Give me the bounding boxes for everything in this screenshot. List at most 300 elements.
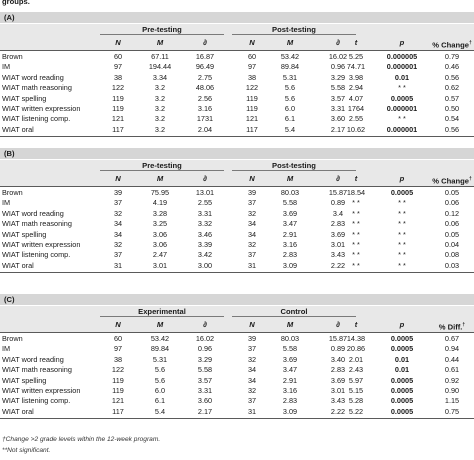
group-left-label: Experimental <box>138 307 186 316</box>
table-cell: 3.57 <box>330 93 346 103</box>
table-row <box>0 240 474 250</box>
table-cell: 97 <box>113 62 123 72</box>
table-cell: 60 <box>247 52 257 61</box>
table-cell: 122 <box>111 365 125 375</box>
group-header-row <box>0 306 474 318</box>
table-cell: 3.01 <box>152 260 168 270</box>
table-cell: 0.06 <box>444 198 460 208</box>
table-cell: 3.69 <box>330 375 346 385</box>
table-cell: 60 <box>113 334 123 343</box>
table-cell: 122 <box>111 83 125 93</box>
column-header-text: N <box>249 174 255 183</box>
row-label: IM <box>2 344 11 354</box>
column-header-text: M <box>286 38 294 47</box>
table-cell: 3.29 <box>197 354 213 364</box>
table-cell: 0.92 <box>444 375 460 385</box>
table-cell: 37 <box>113 198 123 208</box>
table-cell: 31 <box>247 260 257 270</box>
table-cell: 0.79 <box>444 52 460 61</box>
group-right-underline <box>232 34 356 35</box>
table-row <box>0 386 474 396</box>
table-cell: 3.47 <box>282 219 298 229</box>
table-cell: 34 <box>247 365 257 375</box>
column-header-text: p <box>399 38 405 47</box>
table-row <box>0 62 474 72</box>
row-label: WIAT math reasoning <box>2 365 72 375</box>
table-cell: 97 <box>247 62 257 72</box>
table-row <box>0 407 474 417</box>
column-header <box>267 36 313 50</box>
column-header <box>98 318 138 332</box>
column-header-text: N <box>115 38 121 47</box>
table-cell: * * <box>352 240 360 249</box>
table-cell: 2.75 <box>197 72 213 82</box>
table-cell: 3.47 <box>282 365 298 375</box>
column-header <box>232 318 272 332</box>
table-cell: 32 <box>247 240 257 249</box>
table-cell: 0.96 <box>197 344 213 354</box>
table-row <box>0 73 474 83</box>
table-cell: 5.6 <box>284 83 296 93</box>
table-cell: 32 <box>113 208 123 218</box>
column-header <box>98 36 138 50</box>
table-row <box>0 209 474 219</box>
section-label-text: (B) <box>4 149 15 158</box>
table-cell: 3.60 <box>330 114 346 124</box>
table-cell: 97 <box>113 344 123 354</box>
footnote: **Not significant. <box>2 447 51 454</box>
table-cell: 3.31 <box>330 104 346 113</box>
table-cell: 3.16 <box>197 104 213 113</box>
table-cell: 117 <box>112 406 124 416</box>
group-left-label: Pre-testing <box>142 161 182 170</box>
table-cell: * * <box>352 208 360 218</box>
table-cell: 74.71 <box>346 62 366 72</box>
table-cell: 4.07 <box>348 93 364 103</box>
row-label: Brown <box>2 52 23 61</box>
row-label: WIAT written expression <box>2 386 81 395</box>
table-cell: 2.22 <box>330 260 346 270</box>
table-cell: 31 <box>247 406 257 416</box>
table-cell: 34 <box>113 219 123 229</box>
table-cell: 75.95 <box>150 188 170 197</box>
table-cell: 121 <box>245 114 259 124</box>
dagger-mark: † <box>462 322 466 328</box>
table-cell: * * <box>398 229 406 239</box>
table-cell: 5.31 <box>282 72 298 82</box>
table-row <box>0 250 474 260</box>
table-cell: 0.44 <box>444 354 460 364</box>
table-cell: 0.62 <box>444 83 460 93</box>
row-label: WIAT spelling <box>2 93 47 103</box>
table-cell: 3.43 <box>330 250 346 260</box>
column-header <box>137 36 183 50</box>
table-cell: 37 <box>247 344 257 354</box>
table-cell: * * <box>398 83 406 93</box>
table-cell: 38 <box>113 354 123 364</box>
table-cell: 37 <box>247 250 257 260</box>
row-label: WIAT math reasoning <box>2 83 72 93</box>
table-cell: 2.83 <box>282 250 298 260</box>
table-cell: * * <box>398 114 406 124</box>
column-header <box>376 36 428 50</box>
row-label: WIAT written expression <box>2 104 81 113</box>
table-cell: 1.15 <box>444 396 460 406</box>
table-row <box>0 104 474 114</box>
table-cell: 3.2 <box>154 83 166 93</box>
table-cell: 2.22 <box>330 406 346 416</box>
column-header-text: t <box>354 38 358 47</box>
table-cell: 3.4 <box>332 208 344 218</box>
group-right-underline <box>232 170 356 171</box>
table-cell: 5.28 <box>348 396 364 406</box>
column-header <box>376 172 428 186</box>
table-cell: 0.0005 <box>390 386 414 395</box>
table-cell: 5.25 <box>348 52 364 61</box>
table-caption: groups. <box>2 0 30 6</box>
table-cell: 3.40 <box>330 354 346 364</box>
table-cell: 3.69 <box>282 354 298 364</box>
table-cell: 2.47 <box>152 250 168 260</box>
group-left-underline <box>100 34 224 35</box>
table-cell: 34 <box>247 229 257 239</box>
table-cell: 89.84 <box>150 344 170 354</box>
table-cell: 3.25 <box>152 219 168 229</box>
table-cell: 32 <box>247 386 257 395</box>
column-header <box>376 318 428 332</box>
column-header <box>137 318 183 332</box>
table-cell: 122 <box>245 83 259 93</box>
table-cell: 32 <box>247 354 257 364</box>
table-cell: 0.04 <box>444 240 460 249</box>
table-cell: 2.94 <box>348 83 364 93</box>
row-label: IM <box>2 62 11 72</box>
table-cell: 14.38 <box>346 334 366 343</box>
table-cell: 3.31 <box>197 386 213 395</box>
column-header <box>185 318 225 332</box>
table-cell: 16.87 <box>195 52 215 61</box>
table-row <box>0 125 474 135</box>
table-cell: 5.58 <box>330 83 346 93</box>
table-cell: 3.32 <box>197 219 213 229</box>
column-header-row <box>0 172 474 186</box>
table-cell: 53.42 <box>280 52 300 61</box>
group-right-underline <box>232 316 356 317</box>
column-header <box>185 172 225 186</box>
table-cell: 39 <box>113 188 123 197</box>
table-cell: 38 <box>113 72 123 82</box>
column-header-row <box>0 318 474 332</box>
table-cell: 3.06 <box>152 240 168 249</box>
table-cell: 10.62 <box>346 124 366 134</box>
table-cell: 0.0005 <box>390 93 414 103</box>
table-cell: * * <box>398 260 406 270</box>
column-header-text: N <box>249 320 255 329</box>
table-cell: 0.96 <box>330 62 346 72</box>
table-cell: 0.0005 <box>390 396 414 406</box>
table-cell: 3.29 <box>330 72 346 82</box>
table-cell: 0.57 <box>444 93 460 103</box>
table-cell: 3.09 <box>282 406 298 416</box>
table-cell: 119 <box>246 93 258 103</box>
table-cell: 3.2 <box>154 104 166 113</box>
table-cell: 0.0005 <box>390 334 414 343</box>
table-cell: 0.90 <box>444 386 460 395</box>
table-cell: 0.0005 <box>390 188 414 197</box>
table-cell: 3.01 <box>330 240 346 249</box>
table-cell: 37 <box>247 396 257 406</box>
table-cell: 13.01 <box>195 188 215 197</box>
column-header-text: ∂ <box>203 38 207 47</box>
table-row <box>0 219 474 229</box>
column-header-text: t <box>354 320 358 329</box>
table-cell: 37 <box>247 198 257 208</box>
table-cell: 5.97 <box>348 375 364 385</box>
row-label: WIAT oral <box>2 260 34 270</box>
section-bottom-rule <box>0 136 474 137</box>
table-cell: 3.43 <box>330 396 346 406</box>
section-bottom-rule <box>0 418 474 419</box>
section-bottom-rule <box>0 272 474 273</box>
table-cell: 60 <box>113 52 123 61</box>
table-cell: 0.0005 <box>390 344 414 354</box>
table-cell: 0.89 <box>330 344 346 354</box>
table-cell: 2.01 <box>348 354 364 364</box>
table-cell: 15.87 <box>328 334 348 343</box>
table-cell: 39 <box>247 334 257 343</box>
table-cell: 3.2 <box>154 124 166 134</box>
row-label: WIAT written expression <box>2 240 81 249</box>
column-header-row <box>0 36 474 50</box>
column-header-text: M <box>286 174 294 183</box>
column-header-text: p <box>399 174 405 183</box>
table-cell: 3.01 <box>330 386 346 395</box>
table-cell: 4.19 <box>152 198 168 208</box>
table-cell: * * <box>398 250 406 260</box>
column-header <box>98 172 138 186</box>
table-cell: 5.58 <box>282 344 298 354</box>
table-cell: * * <box>352 198 360 208</box>
table-row <box>0 344 474 354</box>
table-cell: 3.16 <box>282 386 298 395</box>
table-cell: 119 <box>112 93 124 103</box>
table-cell: 0.08 <box>444 250 460 260</box>
table-cell: 16.02 <box>195 334 215 343</box>
footnote: †Change >2 grade levels within the 12-week program. <box>2 436 161 443</box>
table-cell: 0.56 <box>444 124 460 134</box>
table-cell: 0.06 <box>444 219 460 229</box>
column-header <box>232 36 272 50</box>
table-cell: 3.16 <box>282 240 298 249</box>
table-cell: 32 <box>247 208 257 218</box>
table-cell: 0.50 <box>444 104 460 113</box>
dagger-mark: † <box>468 176 472 182</box>
row-label: WIAT spelling <box>2 375 47 385</box>
table-cell: 5.31 <box>152 354 168 364</box>
group-header-row <box>0 160 474 172</box>
row-label: WIAT listening comp. <box>2 250 71 260</box>
table-cell: 16.02 <box>328 52 348 61</box>
row-label: WIAT word reading <box>2 72 64 82</box>
table-cell: 3.69 <box>282 208 298 218</box>
table-cell: 194.44 <box>148 62 172 72</box>
table-cell: 0.61 <box>444 365 460 375</box>
table-cell: 119 <box>112 375 124 385</box>
column-header-text: % Change <box>432 40 469 50</box>
table-cell: 119 <box>112 386 124 395</box>
table-cell: 3.2 <box>154 114 166 124</box>
table-row <box>0 261 474 271</box>
table-cell: * * <box>398 198 406 208</box>
table-row <box>0 198 474 208</box>
table-cell: 20.86 <box>346 344 366 354</box>
table-cell: 3.06 <box>152 229 168 239</box>
table-cell: 67.11 <box>151 52 169 61</box>
table-cell: 3.39 <box>197 240 213 249</box>
table-cell: 96.49 <box>195 62 215 72</box>
table-cell: 2.55 <box>348 114 364 124</box>
section-label <box>0 12 474 23</box>
table-cell: 0.56 <box>444 72 460 82</box>
column-header-text: t <box>354 174 358 183</box>
table-cell: * * <box>352 260 360 270</box>
table-cell: 121 <box>111 396 125 406</box>
table-cell: 121 <box>111 114 125 124</box>
table-row <box>0 334 474 344</box>
column-header <box>185 36 225 50</box>
column-header-text: N <box>249 38 255 47</box>
table-cell: 2.91 <box>282 229 298 239</box>
table-cell: * * <box>398 219 406 229</box>
column-header-text: ∂ <box>336 174 340 183</box>
table-cell: 34 <box>247 375 257 385</box>
table-row <box>0 114 474 124</box>
table-cell: 3.69 <box>330 229 346 239</box>
table-cell: * * <box>398 208 406 218</box>
table-cell: 2.56 <box>197 93 213 103</box>
header-rule <box>0 186 474 187</box>
header-rule <box>0 332 474 333</box>
column-header-text: N <box>115 320 121 329</box>
table-cell: 0.0005 <box>390 406 414 416</box>
section-label-text: (C) <box>4 295 15 304</box>
column-header-text: p <box>399 320 405 329</box>
table-cell: * * <box>352 229 360 239</box>
table-cell: 2.43 <box>348 365 364 375</box>
group-right-label: Post-testing <box>272 25 316 34</box>
column-header <box>336 318 376 332</box>
table-cell: 0.12 <box>444 208 460 218</box>
row-label: Brown <box>2 334 23 343</box>
table-row <box>0 365 474 375</box>
row-label: Brown <box>2 188 23 197</box>
table-cell: 15.87 <box>328 188 348 197</box>
row-label: IM <box>2 198 11 208</box>
table-cell: 2.04 <box>197 124 213 134</box>
table-cell: 31 <box>113 260 123 270</box>
table-cell: 0.05 <box>444 229 460 239</box>
table-cell: 5.15 <box>348 386 364 395</box>
row-label: WIAT spelling <box>2 229 47 239</box>
table-cell: 6.1 <box>154 396 166 406</box>
table-cell: 3.09 <box>282 260 298 270</box>
table-cell: 5.22 <box>348 406 364 416</box>
table-cell: 2.91 <box>282 375 298 385</box>
table-cell: 1764 <box>347 104 365 113</box>
column-header-text: % Diff. <box>438 322 463 332</box>
column-header-text: ∂ <box>203 320 207 329</box>
column-header <box>336 36 376 50</box>
table-cell: 1731 <box>196 114 214 124</box>
table-cell: 0.000001 <box>386 62 418 72</box>
table-cell: 0.75 <box>444 406 460 416</box>
column-header-text: M <box>286 320 294 329</box>
table-cell: 2.17 <box>330 124 346 134</box>
table-cell: 3.42 <box>197 250 213 260</box>
group-right-label: Post-testing <box>272 161 316 170</box>
table-cell: 5.4 <box>154 406 166 416</box>
table-row <box>0 230 474 240</box>
table-cell: 2.83 <box>330 365 346 375</box>
table-cell: 6.0 <box>154 386 166 395</box>
group-header-row <box>0 24 474 36</box>
table-cell: 80.03 <box>280 334 300 343</box>
table-cell: 2.83 <box>282 396 298 406</box>
section-label-text: (A) <box>4 13 15 22</box>
table-cell: 5.58 <box>197 365 213 375</box>
table-cell: 2.55 <box>197 198 213 208</box>
column-header-text: M <box>156 320 164 329</box>
table-cell: 117 <box>112 124 124 134</box>
table-cell: 2.83 <box>330 219 346 229</box>
table-cell: 3.28 <box>152 208 168 218</box>
table-cell: 0.89 <box>330 198 346 208</box>
table-cell: 0.46 <box>444 62 460 72</box>
table-cell: 80.03 <box>280 188 300 197</box>
table-row <box>0 396 474 406</box>
table-row <box>0 83 474 93</box>
dagger-mark: † <box>468 40 472 46</box>
header-rule <box>0 50 474 51</box>
group-left-label: Pre-testing <box>142 25 182 34</box>
table-row <box>0 188 474 198</box>
column-header <box>336 172 376 186</box>
group-left-underline <box>100 316 224 317</box>
table-cell: 89.84 <box>280 62 300 72</box>
column-header-text: ∂ <box>203 174 207 183</box>
column-header <box>267 318 313 332</box>
table-cell: 6.0 <box>284 104 296 113</box>
table-row <box>0 355 474 365</box>
table-row <box>0 94 474 104</box>
row-label: WIAT oral <box>2 124 34 134</box>
table-cell: 0.01 <box>394 354 410 364</box>
column-header-text: % Change <box>432 176 469 186</box>
table-row <box>0 376 474 386</box>
table-cell: 48.06 <box>195 83 215 93</box>
table-cell: 119 <box>246 104 258 113</box>
table-cell: 6.1 <box>284 114 296 124</box>
table-cell: 5.58 <box>282 198 298 208</box>
table-cell: 0.000001 <box>386 104 418 113</box>
row-label: WIAT math reasoning <box>2 219 72 229</box>
table-cell: 18.54 <box>346 188 366 197</box>
table-cell: 0.03 <box>444 260 460 270</box>
table-cell: 3.60 <box>197 396 213 406</box>
table-cell: 53.42 <box>150 334 170 343</box>
table-cell: 0.01 <box>394 72 410 82</box>
column-header-text: ∂ <box>336 320 340 329</box>
